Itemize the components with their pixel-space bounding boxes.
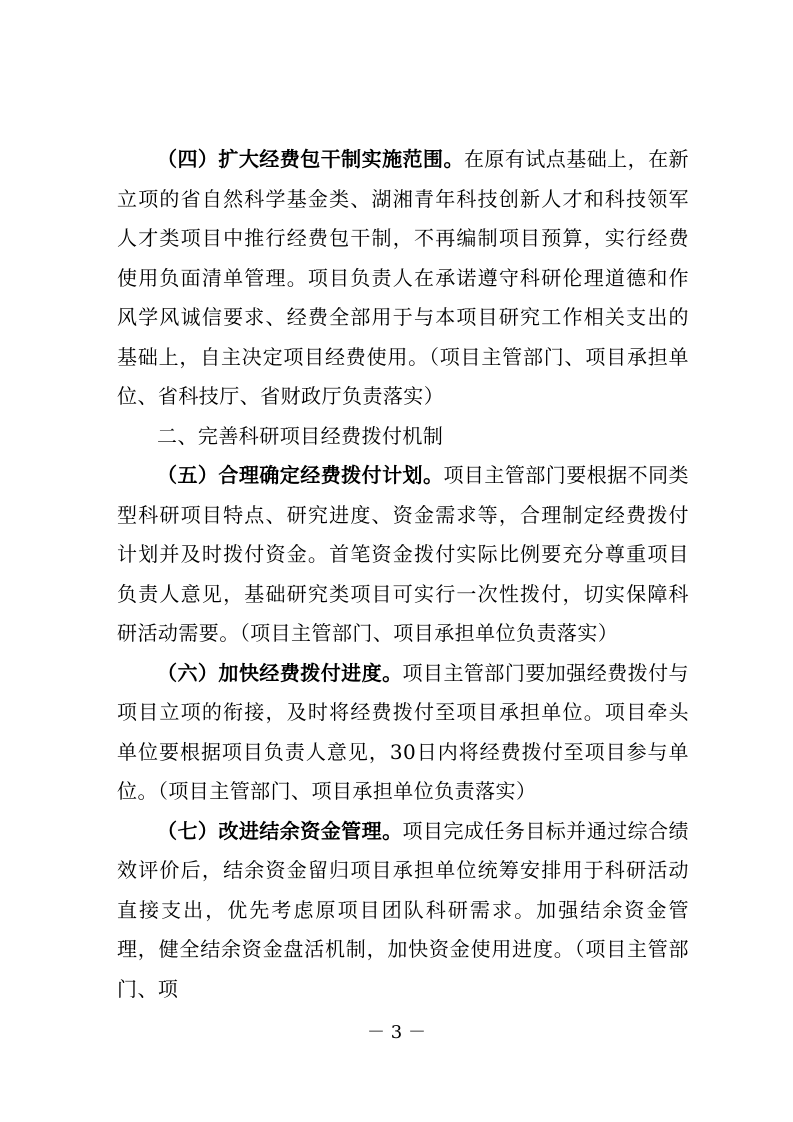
paragraph-lead: （四）扩大经费包干制实施范围。 bbox=[157, 147, 464, 171]
paragraph-expand-lump-sum bbox=[117, 140, 689, 417]
paragraph-body: 项目主管部门要加强经费拨付与项目立项的衔接，及时将经费拨付至项目承担单位。项目牵头单位要根据项目负责人意见，30日内将经费拨付至项目参与单位。（项目主管部门、项目承担单位负责落实） bbox=[117, 660, 689, 803]
paragraph-disbursement-progress bbox=[117, 654, 689, 812]
paragraph-funding-plan bbox=[117, 456, 689, 654]
paragraph-body: 在原有试点基础上，在新立项的省自然科学基金类、湖湘青年科技创新人才和科技领军人才类项目中推行经费包干制，不再编制项目预算，实行经费使用负面清单管理。项目负责人在承诺遵守科研伦理道德和作风学风诚信要求、经费全部用于与本项目研究工作相关支出的基础上，自主决定项目经费使用。（项目主管部门、项目承担单位、省科技厅、省财政厅负责落实） bbox=[117, 147, 690, 408]
paragraph-surplus-funds bbox=[117, 812, 689, 1010]
paragraph-lead: （七）改进结余资金管理。 bbox=[157, 818, 403, 843]
paragraph-lead: （六）加快经费拨付进度。 bbox=[157, 660, 403, 685]
paragraph-body: 项目完成任务目标并通过综合绩效评价后，结余资金留归项目承担单位统筹安排用于科研活动直接支出，优先考虑原项目团队科研需求。加强结余资金管理，健全结余资金盘活机制，加快资金使用进度。（项目主管部门、项 bbox=[117, 818, 689, 1001]
page-number: － 3 － bbox=[367, 1022, 426, 1043]
paragraph-body: 项目主管部门要根据不同类型科研项目特点、研究进度、资金需求等，合理制定经费拨付计划并及时拨付资金。首笔资金拨付实际比例要充分尊重项目负责人意见，基础研究类项目可实行一次性拨付，切实保障科研活动需要。（项目主管部门、项目承担单位负责落实） bbox=[117, 463, 689, 645]
body-text bbox=[117, 140, 689, 1009]
section-heading: 二、完善科研项目经费拨付机制 bbox=[157, 423, 444, 448]
paragraph-lead: （五）合理确定经费拨付计划。 bbox=[157, 463, 444, 487]
